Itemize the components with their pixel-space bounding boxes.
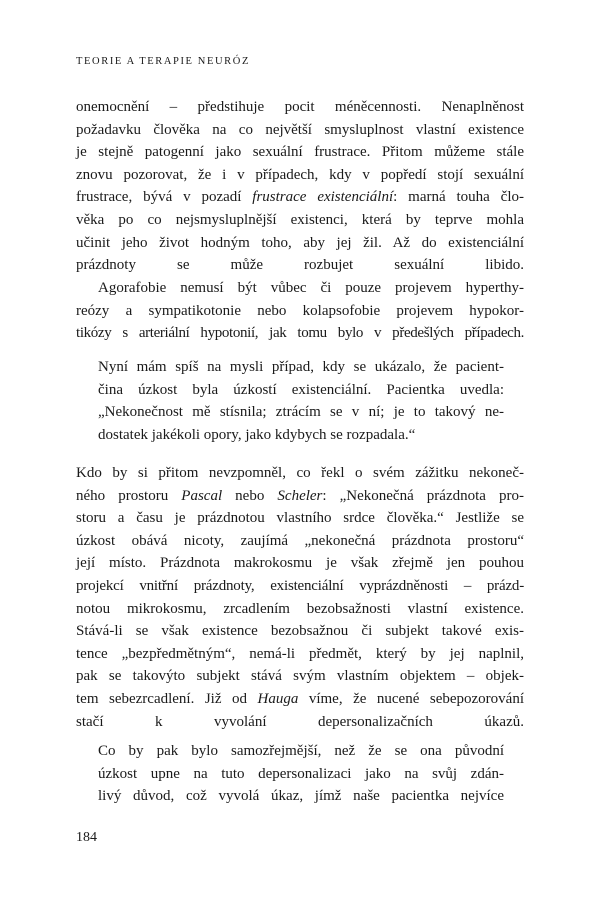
text-line: livý důvod, což vyvolá úkaz, jímž naše pacientka nejvíce bbox=[98, 788, 504, 805]
paragraph-1 bbox=[76, 96, 524, 277]
text-line: Nyní mám spíš na mysli případ, kdy se ukázalo, že pacient- bbox=[98, 359, 504, 375]
text-line: tence „bezpředmětným“, nemá-li předmět, který by jej naplnil, bbox=[76, 645, 524, 662]
text-line: dostatek jakékoli opory, jako kdybych se rozpadala.“ bbox=[98, 426, 416, 443]
block-quote-1 bbox=[98, 356, 504, 446]
italic-name: Scheler bbox=[277, 487, 323, 504]
text-line: onemocnění – předstihuje pocit méněcennosti. Nenaplněnost bbox=[76, 99, 524, 115]
text-line: je stejně patogenní jako sexuální frustrace. Přitom můžeme stále bbox=[76, 144, 524, 161]
text-line: frustrace, bývá v pozadí frustrace existenciální: marná touha člo- bbox=[76, 189, 524, 206]
text-line: úzkost obává nicoty, zaujímá „nekonečná prázdnota prostoru“ bbox=[76, 532, 524, 549]
text-line: pak se takovýto subjekt stává svým vlastním objektem – objek- bbox=[76, 668, 524, 685]
italic-term: frustrace existenciální bbox=[252, 189, 394, 206]
text-line: tikózy s arteriální hypotonií, jak tomu bylo v předešlých případech. bbox=[76, 325, 524, 342]
text-line: věka po co nejsmysluplnější existenci, která by teprve mohla bbox=[76, 211, 524, 228]
text-line: projekcí vnitřní prázdnoty, existenciální vyprázdněnosti – prázd- bbox=[76, 577, 524, 594]
paragraph-3 bbox=[76, 462, 524, 733]
text-line: ného prostoru Pascal nebo Scheler: „Nekonečná prázdnota pro- bbox=[76, 487, 524, 504]
text-line: úzkost upne na tuto depersonalizaci jako na svůj zdán- bbox=[98, 765, 504, 782]
text-line: Co by pak bylo samozřejmější, než že se ona původní bbox=[98, 743, 504, 759]
paragraph-2 bbox=[76, 277, 524, 345]
text-line: požadavku člověka na co největší smysluplnost vlastní existence bbox=[76, 121, 524, 138]
text-line: reózy a sympatikotonie nebo kolapsofobie projevem hypokor- bbox=[76, 302, 524, 319]
text-line: storu a času je prázdnotou vlastního srdce člověka.“ Jestliže se bbox=[76, 510, 524, 527]
text-line: Stává-li se však existence bezobsažnou či subjekt takové exis- bbox=[76, 623, 524, 640]
text-line: učinit jeho život hodným toho, aby jej žil. Až do existenciální bbox=[76, 234, 524, 251]
italic-name: Pascal bbox=[181, 487, 223, 504]
text-line: „Nekonečnost mě stísnila; ztrácím se v ní; je to takový ne- bbox=[98, 404, 504, 421]
text-line: prázdnoty se může rozbujet sexuální libido. bbox=[76, 257, 524, 274]
page-number: 184 bbox=[76, 830, 97, 845]
text-line: Agorafobie nemusí být vůbec či pouze projevem hyperthy- bbox=[98, 280, 524, 296]
text-line: její místo. Prázdnota makrokosmu je však zřejmě jen pouhou bbox=[76, 555, 524, 572]
text-line: stačí k vyvolání depersonalizačních úkazů. bbox=[76, 713, 524, 730]
italic-name: Hauga bbox=[257, 690, 299, 707]
running-head: TEORIE A TERAPIE NEURÓZ bbox=[76, 56, 250, 67]
block-quote-2 bbox=[98, 740, 504, 808]
text-line: čina úzkost byla úzkostí existenciální. Pacientka uvedla: bbox=[98, 381, 504, 398]
text-line: tem sebezrcadlení. Již od Hauga víme, že nucené sebepozorování bbox=[76, 690, 524, 707]
text-line: notou mikrokosmu, zrcadlením bezobsažnosti vlastní existence. bbox=[76, 600, 524, 617]
text-line: znovu pozorovat, že i v případech, kdy v popředí stojí sexuální bbox=[76, 166, 524, 183]
text-line: Kdo by si přitom nevzpomněl, co řekl o svém zážitku nekoneč- bbox=[76, 465, 524, 481]
